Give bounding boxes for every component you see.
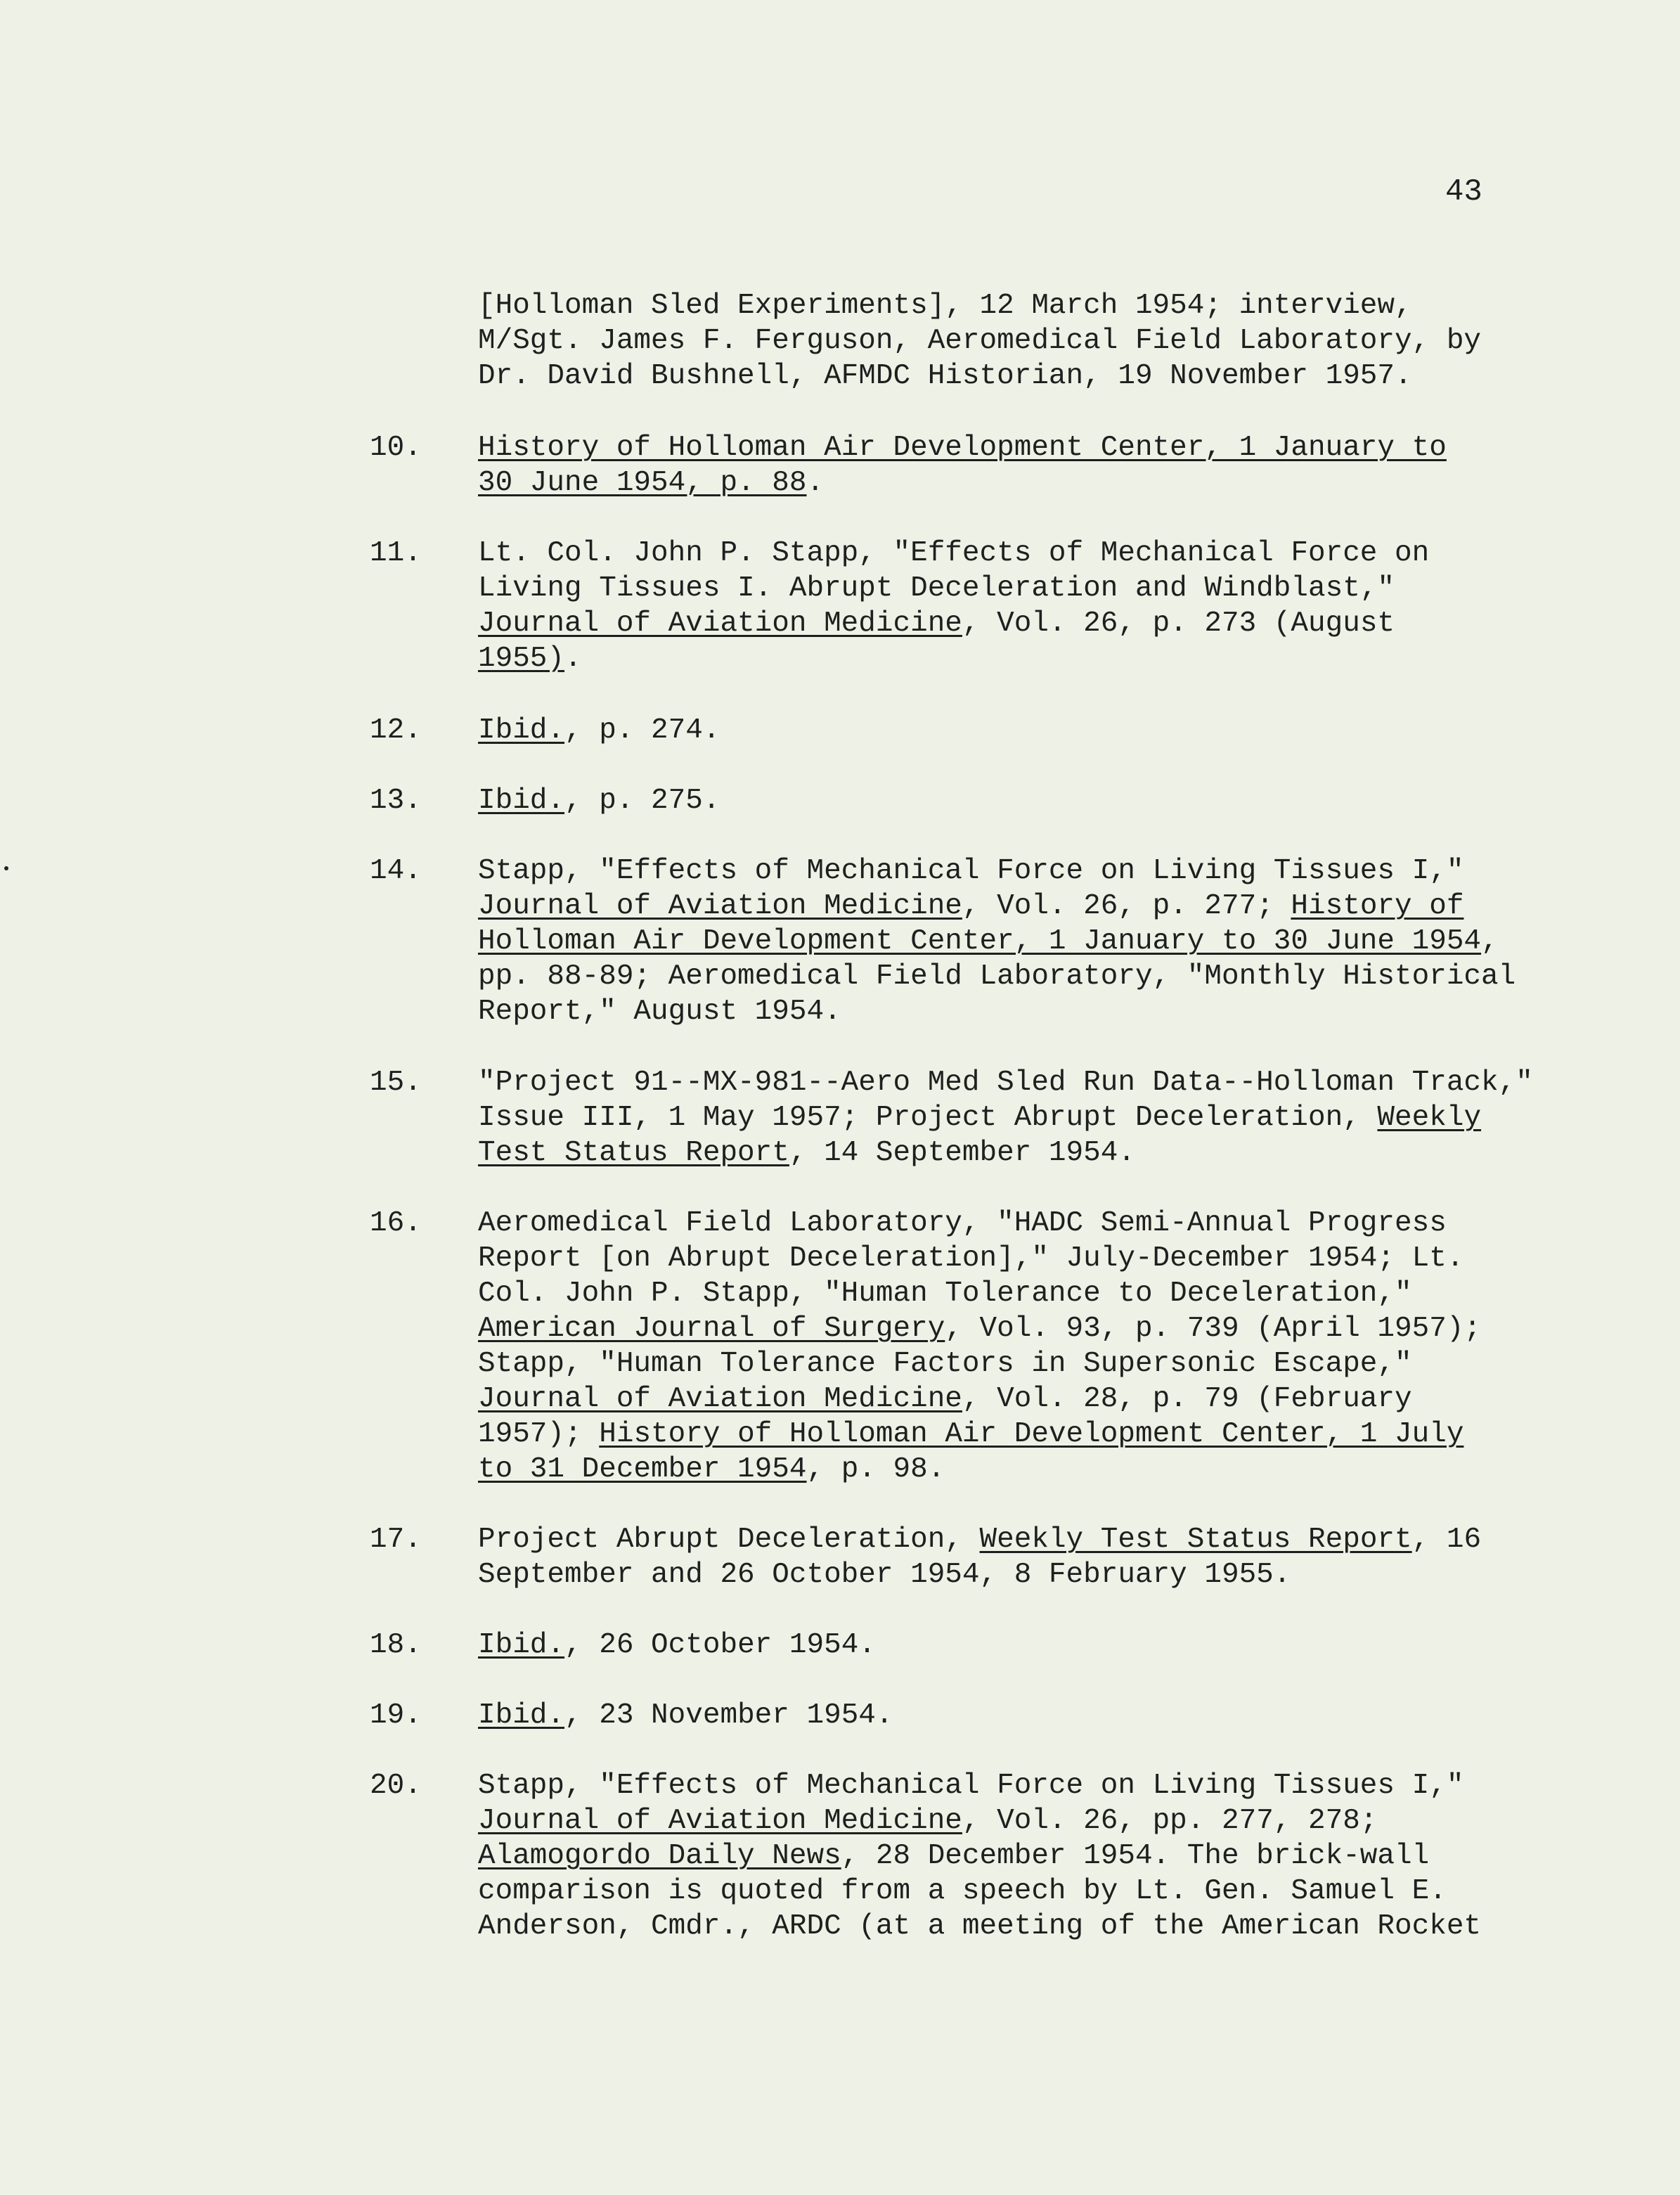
underlined-title: History of — [1291, 890, 1464, 922]
footnote-line — [478, 1206, 1447, 1241]
footnote-line — [478, 1909, 1481, 1944]
footnote-line — [478, 1065, 1533, 1100]
margin-mark — [4, 866, 8, 870]
footnote-line — [478, 1522, 1481, 1557]
footnote-line — [478, 1628, 876, 1663]
text-segment: Report," August 1954. — [478, 996, 841, 1028]
footnote-line — [478, 641, 582, 676]
footnote-line — [478, 359, 1412, 394]
text-segment: Dr. David Bushnell, AFMDC Historian, 19 November 1957. — [478, 360, 1412, 392]
text-segment: Living Tissues I. Abrupt Deceleration and Windblast," — [478, 572, 1395, 605]
footnote-number: 14. — [370, 855, 422, 887]
text-segment: , 16 — [1411, 1524, 1482, 1556]
text-segment: , — [1481, 925, 1499, 958]
footnote-number: 19. — [370, 1699, 422, 1732]
text-segment: . — [564, 643, 582, 675]
underlined-title: Holloman Air Development Center, 1 January to 30 June 1954 — [478, 925, 1482, 958]
underlined-title: 30 June 1954, p. 88 — [478, 467, 807, 499]
footnote-line — [478, 288, 1412, 323]
footnote-line — [478, 536, 1429, 571]
text-segment: , Vol. 26, pp. 277, 278; — [962, 1805, 1378, 1837]
footnote-line — [478, 1557, 1291, 1592]
underlined-title: 1955) — [478, 643, 565, 675]
footnote-line — [478, 1839, 1429, 1874]
footnote-line — [478, 571, 1395, 606]
underlined-title: Test Status Report — [478, 1137, 789, 1169]
footnote-line — [478, 1698, 893, 1733]
text-segment: , p. 98. — [806, 1453, 945, 1486]
text-segment: 1957); — [478, 1418, 600, 1450]
underlined-title: Ibid. — [478, 1629, 565, 1661]
footnote-line — [478, 1382, 1412, 1417]
footnote-line — [478, 1452, 945, 1487]
footnote-line — [478, 1135, 1135, 1171]
footnote-line — [478, 1276, 1412, 1311]
footnote-line — [478, 1417, 1463, 1452]
text-segment: "Project 91--MX-981--Aero Med Sled Run Data--Holloman Track," — [478, 1067, 1533, 1099]
footnote-number: 15. — [370, 1067, 422, 1099]
text-segment: , p. 274. — [564, 714, 721, 747]
footnote-line — [478, 713, 720, 748]
footnote-line — [478, 783, 720, 818]
footnote-line — [478, 1874, 1447, 1909]
footnote-line — [478, 1803, 1377, 1839]
footnote-line — [478, 854, 1463, 889]
underlined-title: Weekly — [1377, 1102, 1482, 1134]
underlined-title: Ibid. — [478, 1699, 565, 1732]
underlined-title: Journal of Aviation Medicine — [478, 1383, 962, 1415]
footnote-line — [478, 1311, 1481, 1346]
underlined-title: American Journal of Surgery — [478, 1313, 945, 1345]
text-segment: Lt. Col. John P. Stapp, "Effects of Mechanical Force on — [478, 537, 1430, 569]
footnote-line — [478, 1346, 1412, 1382]
text-segment: comparison is quoted from a speech by Lt. Gen. Samuel E. — [478, 1875, 1447, 1907]
footnote-number: 11. — [370, 537, 422, 569]
text-segment: [Holloman Sled Experiments], 12 March 1954; interview, — [478, 290, 1412, 322]
underlined-title: Alamogordo Daily News — [478, 1840, 841, 1872]
footnote-number: 12. — [370, 714, 422, 747]
text-segment: , 28 December 1954. The brick-wall — [841, 1840, 1430, 1872]
text-segment: , Vol. 28, p. 79 (February — [962, 1383, 1412, 1415]
text-segment: . — [806, 467, 825, 499]
footnote-number: 18. — [370, 1629, 422, 1661]
text-segment: pp. 88-89; Aeromedical Field Laboratory, "Monthly Historical — [478, 960, 1516, 993]
footnote-line — [478, 959, 1516, 994]
text-segment: Stapp, "Human Tolerance Factors in Supersonic Escape," — [478, 1348, 1412, 1380]
footnote-number: 10. — [370, 432, 422, 464]
underlined-title: History of Holloman Air Development Center, 1 July — [599, 1418, 1464, 1450]
footnote-line — [478, 465, 824, 501]
footnote-number: 13. — [370, 785, 422, 817]
footnote-line — [478, 323, 1481, 359]
text-segment: , 14 September 1954. — [789, 1137, 1135, 1169]
footnote-line — [478, 1241, 1463, 1276]
text-segment: Report [on Abrupt Deceleration]," July-December 1954; Lt. — [478, 1242, 1464, 1275]
text-segment: , Vol. 26, p. 277; — [962, 890, 1291, 922]
underlined-title: to 31 December 1954 — [478, 1453, 807, 1486]
footnote-line — [478, 430, 1447, 465]
underlined-title: Journal of Aviation Medicine — [478, 607, 962, 640]
text-segment: Stapp, "Effects of Mechanical Force on Living Tissues I," — [478, 1770, 1464, 1802]
text-segment: M/Sgt. James F. Ferguson, Aeromedical Field Laboratory, by — [478, 325, 1482, 357]
footnote-line — [478, 994, 841, 1029]
footnote-line — [478, 924, 1499, 959]
footnote-number: 16. — [370, 1207, 422, 1240]
footnote-line — [478, 606, 1395, 641]
text-segment: Aeromedical Field Laboratory, "HADC Semi-Annual Progress — [478, 1207, 1447, 1240]
underlined-title: History of Holloman Air Development Center, 1 January to — [478, 432, 1447, 464]
underlined-title: Journal of Aviation Medicine — [478, 890, 962, 922]
text-segment: Issue III, 1 May 1957; Project Abrupt Deceleration, — [478, 1102, 1378, 1134]
text-segment: Project Abrupt Deceleration, — [478, 1524, 980, 1556]
footnote-line — [478, 889, 1463, 924]
text-segment: , Vol. 26, p. 273 (August — [962, 607, 1395, 640]
text-segment: Anderson, Cmdr., ARDC (at a meeting of the American Rocket — [478, 1910, 1482, 1943]
underlined-title: Ibid. — [478, 714, 565, 747]
underlined-title: Ibid. — [478, 785, 565, 817]
underlined-title: Weekly Test Status Report — [979, 1524, 1412, 1556]
footnote-number: 17. — [370, 1524, 422, 1556]
underlined-title: Journal of Aviation Medicine — [478, 1805, 962, 1837]
page-number: 43 — [1445, 174, 1482, 210]
text-segment: , Vol. 93, p. 739 (April 1957); — [945, 1313, 1482, 1345]
footnote-line — [478, 1768, 1463, 1803]
text-segment: , 23 November 1954. — [564, 1699, 893, 1732]
text-segment: Col. John P. Stapp, "Human Tolerance to Deceleration," — [478, 1277, 1412, 1310]
footnote-number: 20. — [370, 1770, 422, 1802]
footnote-line — [478, 1100, 1481, 1135]
text-segment: , p. 275. — [564, 785, 721, 817]
text-segment: , 26 October 1954. — [564, 1629, 876, 1661]
text-segment: September and 26 October 1954, 8 February 1955. — [478, 1559, 1291, 1591]
text-segment: Stapp, "Effects of Mechanical Force on Living Tissues I," — [478, 855, 1464, 887]
